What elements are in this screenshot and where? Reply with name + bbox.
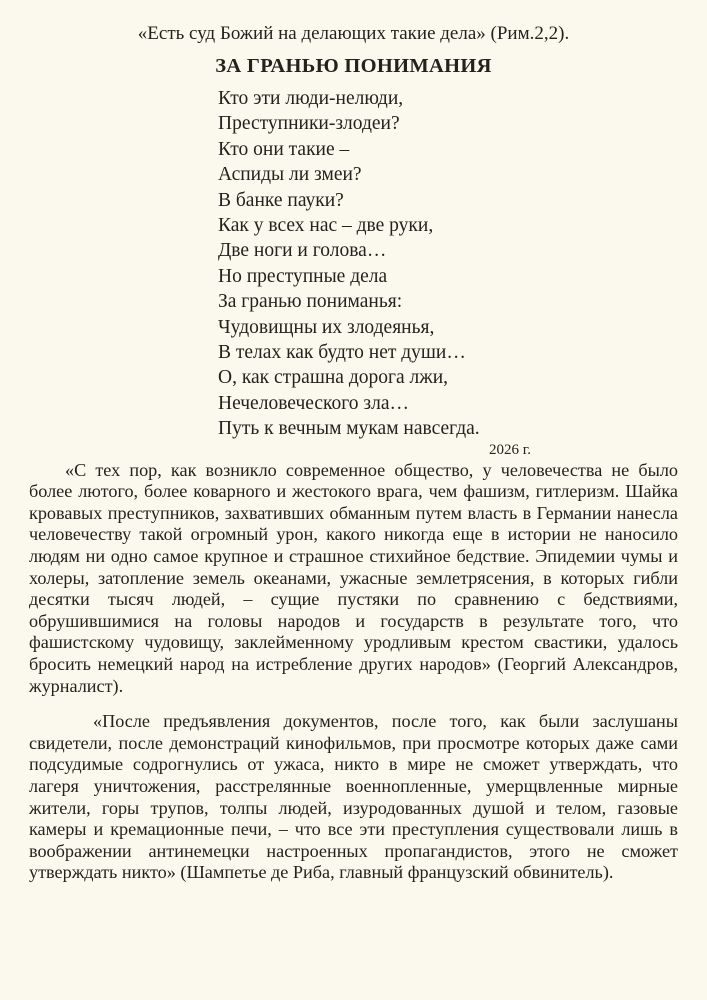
epigraph: «Есть суд Божий на делающих такие дела» (Рим.2,2).: [137, 23, 570, 44]
poem-line: Две ноги и голова…: [218, 240, 387, 262]
poem-line: Но преступные дела: [218, 265, 388, 287]
poem: [218, 86, 678, 442]
poem-line: Как у всех нас – две руки,: [218, 215, 434, 237]
quote-paragraph-aleksandrov: «С тех пор, как возникло современное общество, у человечества не было более лютого, более коварного и жестокого врага, чем фашизм, гитлеризм. Шайка кровавых преступников, захвативших обманным путем власть в Германии нанесла человечеству такой огромный урон, какого никогда еще в истории не наносило людям ни одно самое крупное и страшное стихийное бедствие. Эпидемии чумы и холеры, затопление земель океанами, ужасные землетрясения, в которых гибли десятки тысяч людей, – сущие пустяки по сравнению с бедствиями, обрушившимися на головы народов и государств в результате того, что фашистскому чудовищу, заклейменному уродливым крестом свастики, удалось бросить немецкий народ на истребление других народов» (Георгий Александров, журналист).: [29, 459, 678, 696]
page-title: ЗА ГРАНЬЮ ПОНИМАНИЯ: [215, 55, 492, 77]
poem-line: Кто они такие –: [218, 138, 350, 160]
poem-line: Аспиды ли змеи?: [218, 164, 362, 186]
poem-line: Путь к вечным мукам навсегда.: [218, 418, 480, 440]
poem-line: Кто эти люди-нелюди,: [218, 88, 404, 109]
poem-date: 2026 г.: [489, 441, 531, 458]
poem-line: В банке пауки?: [218, 189, 344, 211]
poem-line: Преступники-злодеи?: [218, 113, 400, 135]
poem-line: Нечеловеческого зла…: [218, 392, 410, 414]
poem-line: Чудовищны их злодеянья,: [218, 316, 435, 338]
quote-paragraph-champetier: «После предъявления документов, после того, как были заслушаны свидетели, после демонстраций кинофильмов, при просмотре которых даже сами подсудимые содрогнулись от ужаса, никто в мире не сможет утверждать, что лагеря уничтожения, расстрелянные военнопленные, умерщвленные мирные жители, горы трупов, толпы людей, изуродованных душой и телом, газовые камеры и кремационные печи, – что все эти преступления существовали лишь в воображении антинемецки настроенных пропагандистов, этого не сможет утверждать никто» (Шампетье де Риба, главный французский обвинитель).: [29, 711, 678, 883]
poem-line: В телах как будто нет души…: [218, 342, 466, 364]
poem-line: За гранью пониманья:: [218, 291, 403, 313]
poem-line: О, как страшна дорога лжи,: [218, 367, 449, 389]
